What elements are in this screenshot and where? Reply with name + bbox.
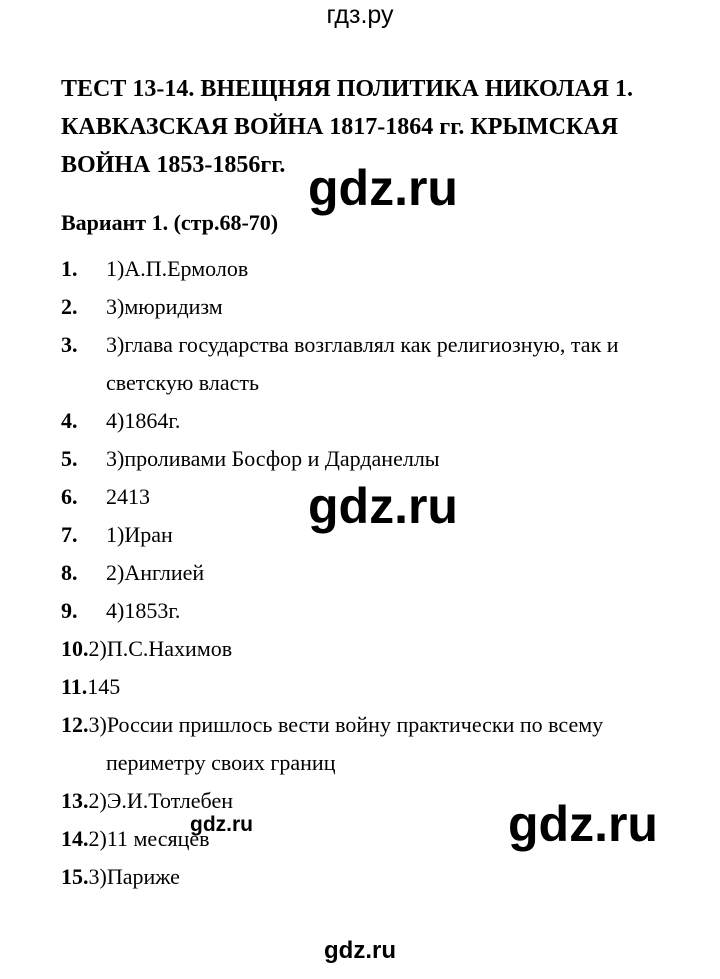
answer-text: 145: [87, 674, 121, 699]
answer-item: [61, 250, 701, 288]
answer-number: 13.: [61, 788, 89, 813]
answer-text: 3)мюридизм: [106, 294, 223, 319]
site-header: гдз.ру: [326, 1, 394, 29]
title-line-2: КАВКАЗСКАЯ ВОЙНА 1817-1864 гг. КРЫМСКАЯ: [61, 114, 619, 140]
answer-text: 3)проливами Босфор и Дарданеллы: [106, 446, 440, 471]
answer-item: [61, 592, 701, 630]
answer-text: 2)Англией: [106, 560, 205, 585]
watermark-small: gdz.ru: [190, 813, 253, 836]
answer-text: 2413: [106, 484, 150, 509]
watermark: gdz.ru: [308, 478, 458, 534]
answer-number: 3.: [61, 332, 78, 357]
answer-number: 7.: [61, 522, 78, 547]
answer-text: 2)11 месяцев: [88, 826, 210, 851]
answer-number: 15.: [61, 864, 89, 889]
answer-number: 9.: [61, 598, 78, 623]
answer-text: 3)России пришлось вести войну практически по всему: [88, 712, 604, 737]
title-line-1: ТЕСТ 13-14. ВНЕЩНЯЯ ПОЛИТИКА НИКОЛАЯ 1.: [61, 76, 633, 102]
answer-text: 4)1864г.: [106, 408, 181, 433]
answer-item: [61, 440, 701, 478]
answer-item: [61, 402, 701, 440]
answer-text: 1)А.П.Ермолов: [106, 256, 249, 281]
answer-item: [61, 288, 701, 326]
answer-item: [61, 668, 701, 706]
answer-number: 4.: [61, 408, 78, 433]
answer-item: [61, 706, 701, 782]
answer-item: [61, 858, 701, 896]
answer-item: [61, 326, 701, 402]
answer-text-continuation: периметру своих границ: [106, 750, 336, 775]
title-line-3: ВОЙНА 1853-1856гг.: [61, 152, 286, 178]
answer-number: 14.: [61, 826, 89, 851]
answer-text: 4)1853г.: [106, 598, 181, 623]
answer-text: 3)глава государства возглавлял как религиозную, так и: [106, 332, 619, 357]
answer-number: 1.: [61, 256, 78, 281]
answer-text: 1)Иран: [106, 522, 173, 547]
answer-number: 6.: [61, 484, 78, 509]
answer-number: 8.: [61, 560, 78, 585]
answer-number: 5.: [61, 446, 78, 471]
answer-number: 11.: [61, 674, 88, 699]
answer-item: [61, 630, 701, 668]
footer-watermark: gdz.ru: [324, 937, 396, 964]
answer-number: 10.: [61, 636, 89, 661]
answer-text: 3)Париже: [88, 864, 180, 889]
answer-text: 2)П.С.Нахимов: [88, 636, 233, 661]
answer-number: 2.: [61, 294, 78, 319]
answer-text-continuation: светскую власть: [106, 370, 260, 395]
answer-number: 12.: [61, 712, 89, 737]
answer-text: 2)Э.И.Тотлебен: [88, 788, 233, 813]
variant-heading: Вариант 1. (стр.68-70): [61, 210, 279, 235]
watermark: gdz.ru: [508, 796, 658, 852]
watermark: gdz.ru: [308, 160, 458, 216]
answer-item: [61, 554, 701, 592]
